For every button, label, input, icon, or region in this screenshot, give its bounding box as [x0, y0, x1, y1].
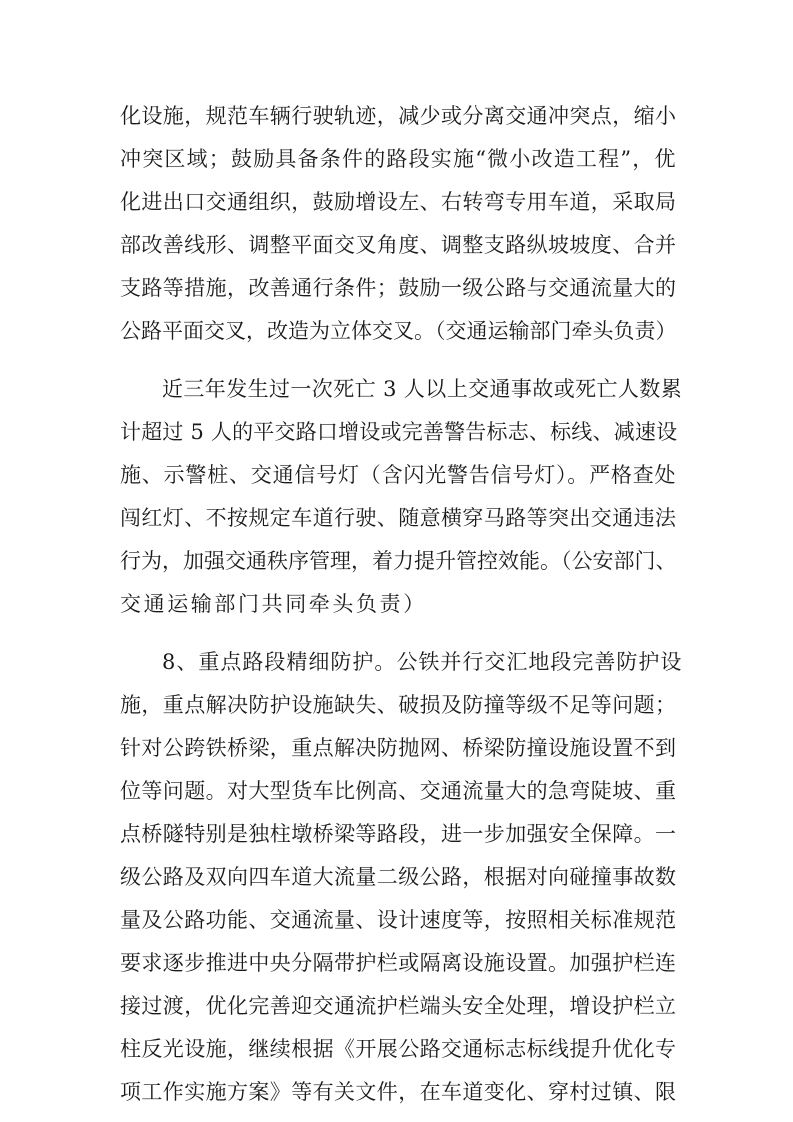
paragraph-1-line-6: 公路平面交叉，改造为立体交叉。（交通运输部门牵头负责） [120, 319, 677, 343]
paragraph-3-line-7: 量及公路功能、交通流量、设计速度等，按照相关标准规范 [120, 908, 677, 932]
paragraph-3-line-11: 项工作实施方案》等有关文件，在车道变化、穿村过镇、限 [120, 1080, 677, 1104]
paragraph-2-line-1: 近三年发生过一次死亡 3 人以上交通事故或死亡人数累 [162, 377, 683, 401]
paragraph-2-line-6: 交通运输部门共同牵头负责） [120, 592, 427, 616]
paragraph-1-line-5: 支路等措施，改善通行条件；鼓励一级公路与交通流量大的 [120, 276, 677, 300]
paragraph-3-line-5: 点桥隧特别是独柱墩桥梁等路段，进一步加强安全保障。一 [120, 822, 677, 846]
paragraph-1-line-2: 冲突区域；鼓励具备条件的路段实施“微小改造工程”，优 [120, 147, 677, 171]
paragraph-1-line-4: 部改善线形、调整平面交叉角度、调整支路纵坡坡度、合并 [120, 233, 677, 257]
paragraph-2-line-5: 行为，加强交通秩序管理，着力提升管控效能。（公安部门、 [120, 549, 677, 573]
paragraph-1-line-3: 化进出口交通组织，鼓励增设左、右转弯专用车道，采取局 [120, 190, 677, 214]
paragraph-2-line-3: 施、示警桩、交通信号灯（含闪光警告信号灯）。严格查处 [120, 463, 677, 487]
paragraph-3-line-4: 位等问题。对大型货车比例高、交通流量大的急弯陡坡、重 [120, 779, 677, 803]
paragraph-3-line-2: 施，重点解决防护设施缺失、破损及防撞等级不足等问题； [120, 693, 677, 717]
paragraph-3-line-10: 柱反光设施，继续根据《开展公路交通标志标线提升优化专 [120, 1037, 677, 1061]
paragraph-2-line-4: 闯红灯、不按规定车道行驶、随意横穿马路等突出交通违法 [120, 506, 677, 530]
paragraph-3-line-3: 针对公跨铁桥梁，重点解决防抛网、桥梁防撞设施设置不到 [120, 736, 677, 760]
paragraph-3-line-9: 接过渡，优化完善迎交通流护栏端头安全处理，增设护栏立 [120, 994, 677, 1018]
paragraph-3-line-1: 8、重点路段精细防护。公铁并行交汇地段完善防护设 [162, 650, 683, 674]
paragraph-3-line-6: 级公路及双向四车道大流量二级公路，根据对向碰撞事故数 [120, 865, 677, 889]
paragraph-1-line-1: 化设施，规范车辆行驶轨迹，减少或分离交通冲突点，缩小 [120, 104, 677, 128]
paragraph-2-line-2: 计超过 5 人的平交路口增设或完善警告标志、标线、减速设 [120, 420, 678, 444]
paragraph-3-line-8: 要求逐步推进中央分隔带护栏或隔离设施设置。加强护栏连 [120, 951, 677, 975]
